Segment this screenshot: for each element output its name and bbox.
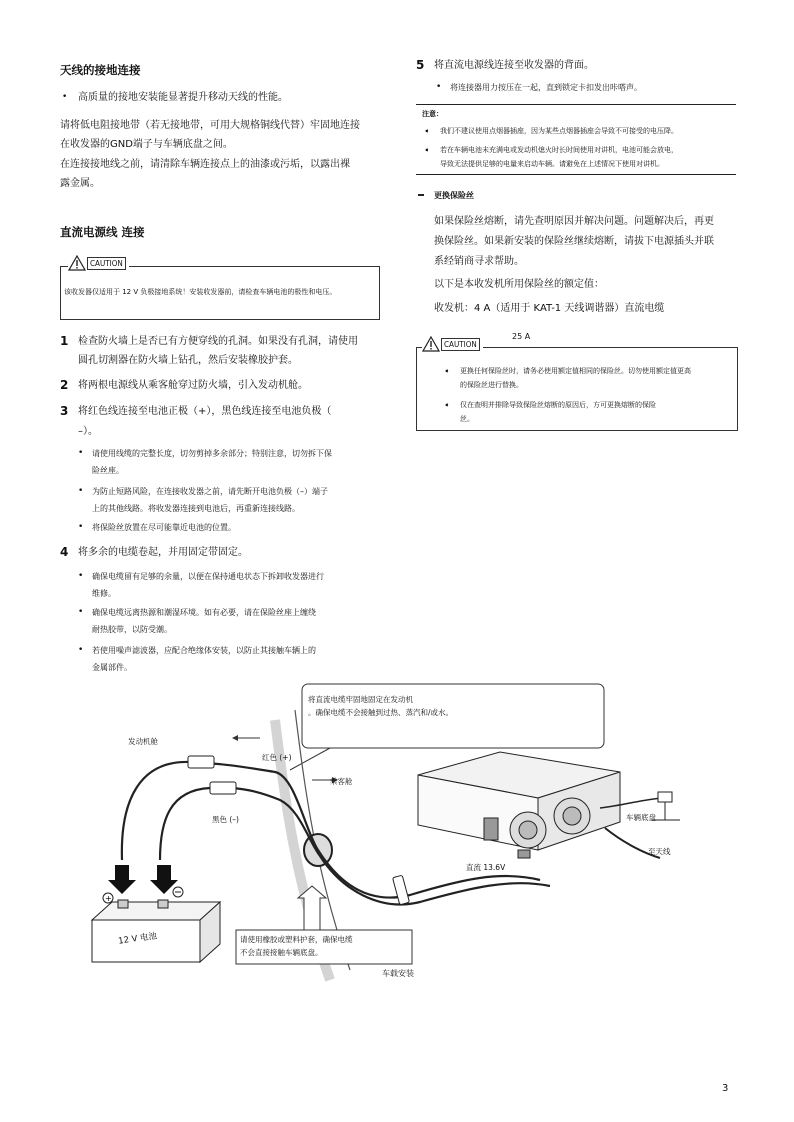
battery-top [92,902,220,920]
step3-bullet2-line2: 上的其他线路。将收发器连接到电池后，再重新连接线路。 [92,504,300,513]
bullet-icon: • [62,92,68,102]
step5-text: 将直流电源线连接至收发器的背面。 [434,60,594,71]
plus-sign: + [105,894,112,903]
fuse-heading: 更换保险丝 [434,191,474,200]
bullet-icon: • [78,571,84,581]
installation-diagram [80,680,700,1000]
ground-clamp [658,792,672,802]
caution2-arrow-icon: ➧ [444,367,450,375]
step3-bullet1-line2: 险丝座。 [92,466,124,475]
step3-line2: –）。 [78,426,98,437]
engine-arrow-head [232,735,238,741]
step1-line1: 检查防火墙上是否已有方便穿线的孔洞。如果没有孔洞，请使用 [78,336,358,347]
note2-line1: 若在车辆电池未充满电或发动机熄火时长时间使用对讲机，电池可能会放电， [440,146,678,154]
caution2-arrow-icon: ➧ [444,401,450,409]
bullet-icon: • [78,645,84,655]
step3-bullet2-line1: 为防止短路风险，在连接收发器之前，请先断开电池负极（–）端子 [92,487,328,496]
step4-bullet2-line1: 确保电缆远离热源和潮湿环境。如有必要，请在保险丝座上缠绕 [92,608,316,617]
bullet-icon: • [78,607,84,617]
page-number: 3 [722,1083,729,1094]
step4-bullet3-line1: 若使用噪声滤波器，应配合绝缘体安装，以防止其接触车辆上的 [92,646,316,655]
arrow-down-icon [108,865,136,894]
callout-bottom-line1: 请使用橡胶或塑料护套，确保电缆 [240,935,353,944]
fuse-p2: 以下是本收发机所用保险丝的额定值： [434,279,604,290]
callout-bottom-line2: 不会直接接触车辆底盘。 [240,948,323,957]
caution-label-2: CAUTION [441,338,480,351]
caution-tag-1 [68,255,129,271]
black-label: 黑色 (–) [212,815,239,824]
bullet-icon: • [78,522,84,532]
step5-bullet1: 将连接器用力按压在一起，直到锁定卡扣发出咔嗒声。 [450,83,642,92]
note-top-rule [416,104,736,105]
engine-bay-label: 发动机舱 [128,737,158,746]
passenger-label: 乘客舱 [330,777,353,786]
step3-line1: 将红色线连接至电池正极（+），黑色线连接至电池负极（ [78,406,332,417]
caution-text-1: 该收发器仅适用于 12 V 负极接地系统！安装收发器前，请检查车辆电池的极性和电压。 [64,288,337,296]
battery-terminal-negative [158,900,168,908]
step1-line2: 圆孔切割器在防火墙上钻孔，然后安装橡胶护套。 [78,355,298,366]
battery-terminal-positive [118,900,128,908]
step2-text: 将两根电源线从乘客舱穿过防火墙，引入发动机舱。 [78,380,308,391]
dc-label: 直流 13.6V [466,863,506,872]
caution2-bullet2-line1: 仅在查明并排除导致保险丝熔断的原因后，方可更换熔断的保险 [460,401,656,409]
step4-text: 将多余的电缆卷起，并用固定带固定。 [78,547,248,558]
ground-heading: 天线的接地连接 [60,63,141,77]
caution2-bullet1-line1: 更换任何保险丝时，请务必使用额定值相同的保险丝。切勿使用额定值更高 [460,367,691,375]
step4-number: 4 [60,545,69,559]
chassis-label: 车辆底盘 [626,813,656,822]
step3-number: 3 [60,404,69,418]
step5-number: 5 [416,58,425,72]
warning-triangle-icon [68,255,86,271]
caution2-bullet2-line2: 丝。 [460,415,474,423]
dc-plug [518,850,530,858]
step4-bullet2-line2: 耐热胶带，以防受潮。 [92,625,172,634]
step1-number: 1 [60,334,69,348]
ground-p2-line1: 在连接接地线之前，请清除车辆连接点上的油漆或污垢，以露出裸 [60,159,350,170]
note1-arrow-icon: ➧ [424,127,430,135]
dc-connector [484,818,498,840]
fan-hub [563,807,581,825]
bullet-icon: • [78,486,84,496]
fuse-p3: 收发机：4 A（适用于 KAT-1 天线调谐器）直流电缆 [434,303,665,314]
caution-label-1: CAUTION [87,257,126,270]
callout-top-line1: 将直流电缆牢固地固定在发动机 [308,695,413,704]
step2-number: 2 [60,378,69,392]
fuse-holder-red [188,756,214,768]
step3-bullet3: 将保险丝放置在尽可能靠近电池的位置。 [92,523,236,532]
fuse-p1-line1: 如果保险丝熔断，请先查明原因并解决问题。问题解决后，再更 [434,216,714,227]
fuse-p1-line3: 系经销商寻求帮助。 [434,256,524,267]
ground-bullet: 高质量的接地安装能显著提升移动天线的性能。 [78,92,288,103]
note-bottom-rule [416,174,736,175]
antenna-label: 至天线 [648,847,671,856]
step4-bullet1-line1: 确保电缆留有足够的余量，以便在保持通电状态下拆卸收发器进行 [92,572,324,581]
fan-hub [519,821,537,839]
note1-text: 我们不建议使用点烟器插座，因为某些点烟器插座会导致不可接受的电压降。 [440,127,678,135]
bullet-icon: • [78,448,84,458]
step3-bullet1-line1: 请使用线缆的完整长度，切勿剪掉多余部分；特别注意，切勿拆下保 [92,449,332,458]
red-label: 红色 (+) [262,753,292,762]
battery-label: 12 V 电池 [117,931,158,947]
top-callout-pointer [290,748,330,770]
step4-bullet1-line2: 维修。 [92,589,116,598]
note2-line2: 导致无法提供足够的电量来启动车辆。请避免在上述情况下使用对讲机。 [440,160,664,168]
fuse-holder-black [210,782,236,794]
fuse-heading-dash [418,194,424,196]
step4-bullet3-line2: 金属部件。 [92,663,132,672]
note2-arrow-icon: ➧ [424,146,430,154]
dc-heading: 直流电源线 连接 [60,225,145,239]
figure-caption: 车载安装 [382,969,414,978]
ground-p2-line2: 露金属。 [60,178,100,189]
ground-p1-line1: 请将低电阻接地带（若无接地带，可用大规格铜线代替）牢固地连接 [60,120,360,131]
callout-top-line2: 。确保电缆不会接触到过热、蒸汽和/或水。 [308,708,454,717]
bullet-icon: • [436,82,442,92]
ground-p1-line2: 在收发器的GND端子与车辆底盘之间。 [60,139,233,150]
fuse-p1-line2: 换保险丝。如果新安装的保险丝继续熔断，请拔下电源插头并联 [434,236,714,247]
caution-tag-2 [422,336,483,352]
note-title: 注意： [422,110,443,118]
fuse-25a: 25 A [512,332,531,341]
cable-tie [393,875,410,905]
warning-triangle-icon [422,336,440,352]
caution2-bullet1-line2: 的保险丝进行替换。 [460,381,523,389]
